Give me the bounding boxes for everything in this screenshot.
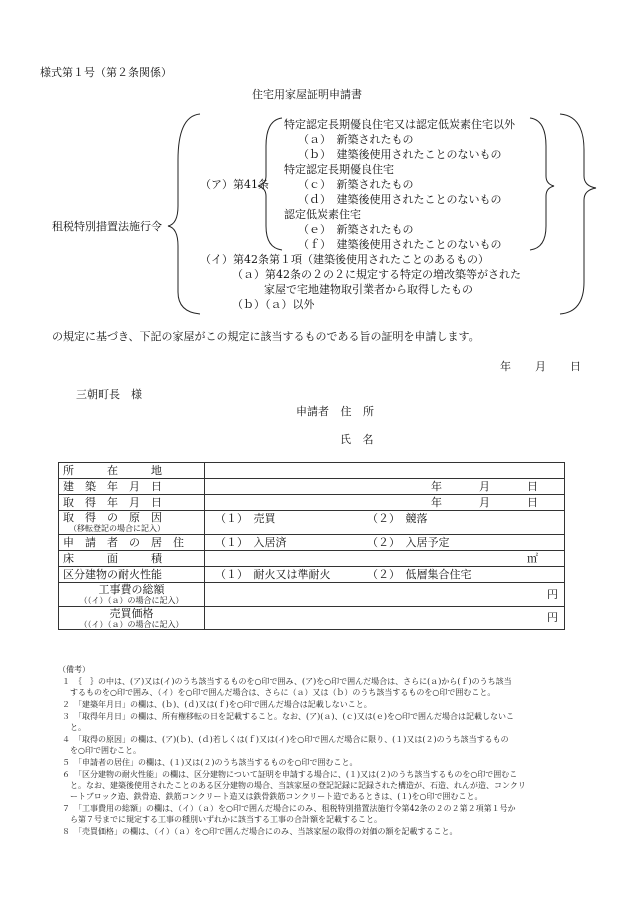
form-number: 様式第１号（第２条関係） — [40, 66, 172, 79]
built-month-unit: 月 — [479, 480, 490, 493]
residence-option-2[interactable]: （２） 入居予定 — [367, 535, 450, 549]
fire-label: 区分建物の耐火性能 — [59, 566, 205, 582]
group1-header: 特定認定長期優良住宅又は認定低炭素住宅以外 — [284, 118, 515, 131]
group2-header: 特定認定長期優良住宅 — [284, 163, 394, 176]
acquired-date-label: 取 得 年 月 日 — [59, 495, 205, 511]
floor-area-unit: ㎡ — [527, 551, 538, 565]
note-4b: を○印で囲むこと。 — [62, 746, 141, 755]
note-3a: ３ 「取得年月日」の欄は、所有権移転の日を記載すること。なお、(ア)(ａ)、(ｃ)又は(ｅ)を○印で囲んだ場合は記載しないこ — [62, 712, 514, 721]
outer-left-brace — [168, 114, 200, 314]
item-c: （ｃ） 新築されたもの — [298, 178, 414, 191]
table-row-sale-price — [59, 606, 565, 630]
reason-label-cell — [59, 511, 205, 535]
inner-right-brace — [530, 118, 554, 250]
cost-label-cell — [59, 582, 205, 606]
acquired-date-value[interactable] — [205, 495, 565, 511]
fire-options — [205, 566, 565, 582]
note-1b: するものを○印で囲み、（イ）を○印で囲んだ場合は、さらに（ａ）又は（ｂ）のうち該当するものを○印で囲むこと。 — [62, 688, 496, 697]
reason-note: （移転登記の場合に記入） — [69, 524, 165, 534]
sale-price-value[interactable] — [205, 606, 565, 630]
item-e: （ｅ） 新築されたもの — [298, 223, 414, 236]
residence-option-1[interactable]: （１） 入居済 — [215, 535, 287, 549]
applicant-name-label: 氏 名 — [340, 433, 374, 446]
cost-yen-unit: 円 — [547, 587, 558, 601]
acquired-day-unit: 日 — [527, 496, 538, 509]
table-row-fire — [59, 566, 565, 582]
note-6b: と。なお、建築後使用されたことのある区分建物の場合、当該家屋の登記記録に記録された構造が、石造、れんが造、コンクリ — [62, 781, 526, 790]
item-f: （ｆ） 建築後使用されたことのないもの — [298, 238, 502, 251]
note-6c: ートブロック造、鉄骨造、鉄筋コンクリート造又は鉄骨鉄筋コンクリート造であるときは、(１)を○印で囲むこと。 — [62, 792, 483, 801]
built-date-value[interactable] — [205, 479, 565, 495]
property-table — [58, 462, 565, 630]
note-5: ５ 「申請者の居住」の欄は、(１)又は(２)のうち該当するものを○印で囲むこと。 — [62, 758, 358, 767]
notes-heading: （備考） — [58, 665, 90, 674]
statement: の規定に基づき、下記の家屋がこの規定に該当するものである旨の証明を申請します。 — [52, 330, 480, 343]
item-i-a-line2: 家屋で宅地建物取引業者から取得したもの — [264, 283, 473, 296]
law-name: 租税特別措置法施行令 — [52, 220, 162, 233]
cost-value[interactable] — [205, 582, 565, 606]
fire-option-2[interactable]: （２） 低層集合住宅 — [367, 567, 472, 581]
reason-label: 取 得 の 原 因 — [63, 511, 162, 524]
article-i: （イ）第42条第１項（建築後使用されたことのあるもの） — [200, 253, 489, 266]
note-4a: ４ 「取得の原因」の欄は、(ア)(ｂ)、(ｄ)若しくは(ｆ)又は(イ)を○印で囲んだ場合に限り、(１)又は(２)のうち該当するもの — [62, 735, 509, 744]
note-3b: と。 — [62, 723, 86, 732]
acquired-year-unit: 年 — [431, 496, 442, 509]
item-d: （ｄ） 建築後使用されたことのないもの — [298, 193, 502, 206]
built-date-label: 建 築 年 月 日 — [59, 479, 205, 495]
floor-area-label: 床 面 積 — [59, 550, 205, 566]
table-row-reason — [59, 511, 565, 535]
sale-note: （（イ）（ａ）の場合に記入） — [79, 619, 184, 629]
item-i-b: （ｂ）（ａ）以外 — [232, 298, 315, 311]
note-7a: ７ 「工事費用の総額」の欄は、（イ）（ａ）を○印で囲んだ場合にのみ、租税特別措置法施行令第42条の２の２第２項第１号か — [62, 804, 516, 813]
applicant-address-label: 申請者 住 所 — [296, 405, 374, 418]
table-row-location — [59, 463, 565, 479]
note-1a: １ ｛ ｝の中は、(ア)又は(イ)のうち該当するものを○印で囲み、(ア)を○印で囲んだ場合は、さらに(ａ)から(ｆ)のうち該当 — [62, 677, 512, 686]
cost-note: （（イ）（ａ）の場合に記入） — [79, 595, 184, 605]
reason-options — [205, 511, 565, 535]
table-row-acquired-date — [59, 495, 565, 511]
page-title: 住宅用家屋証明申請書 — [252, 88, 362, 101]
item-b: （ｂ） 建築後使用されたことのないもの — [298, 148, 502, 161]
date-month-label: 月 — [535, 360, 546, 373]
inner-left-brace — [258, 118, 282, 250]
addressee: 三朝町長 様 — [76, 388, 142, 401]
item-a: （ａ） 新築されたもの — [298, 133, 414, 146]
note-6a: ６ 「区分建物の耐火性能」の欄は、区分建物について証明を申請する場合に、(１)又は(２)のうち該当するものを○印で囲むこ — [62, 770, 518, 779]
group3-header: 認定低炭素住宅 — [284, 208, 361, 221]
note-2: ２ 「建築年月日」の欄は、(ｂ)、(ｄ)又は(ｆ)を○印で囲んだ場合は記載しないこと。 — [62, 700, 372, 709]
residence-label: 申 請 者 の 居 住 — [59, 534, 205, 550]
table-row-cost — [59, 582, 565, 606]
cost-label: 工事費の総額 — [98, 582, 165, 596]
item-i-a-line1: （ａ）第42条の２の２に規定する特定の増改築等がされた — [232, 268, 521, 281]
location-value[interactable] — [205, 463, 565, 479]
date-year-label: 年 — [500, 360, 511, 373]
sale-yen-unit: 円 — [547, 611, 558, 625]
reason-option-1[interactable]: （１） 売買 — [215, 512, 276, 525]
note-7b: ら第７号までに規定する工事の種別いずれかに該当する工事の合計額を記載すること。 — [62, 815, 382, 824]
built-day-unit: 日 — [527, 480, 538, 493]
table-row-floor-area — [59, 550, 565, 566]
residence-options — [205, 534, 565, 550]
acquired-month-unit: 月 — [479, 496, 490, 509]
location-label: 所 在 地 — [59, 463, 205, 479]
reason-option-2[interactable]: （２） 競落 — [367, 512, 428, 525]
note-8: ８ 「売買価格」の欄は、（イ）（ａ）を○印で囲んだ場合にのみ、当該家屋の取得の対価の額を記載すること。 — [62, 827, 458, 836]
fire-option-1[interactable]: （１） 耐火又は準耐火 — [215, 567, 331, 581]
article-a: （ア）第41条 — [200, 178, 269, 191]
floor-area-value[interactable] — [205, 550, 565, 566]
outer-right-brace — [560, 114, 596, 314]
built-year-unit: 年 — [431, 480, 442, 493]
date-day-label: 日 — [570, 360, 581, 373]
sale-price-label: 売買価格 — [109, 606, 154, 620]
sale-label-cell — [59, 606, 205, 630]
table-row-residence — [59, 534, 565, 550]
table-row-built-date — [59, 479, 565, 495]
